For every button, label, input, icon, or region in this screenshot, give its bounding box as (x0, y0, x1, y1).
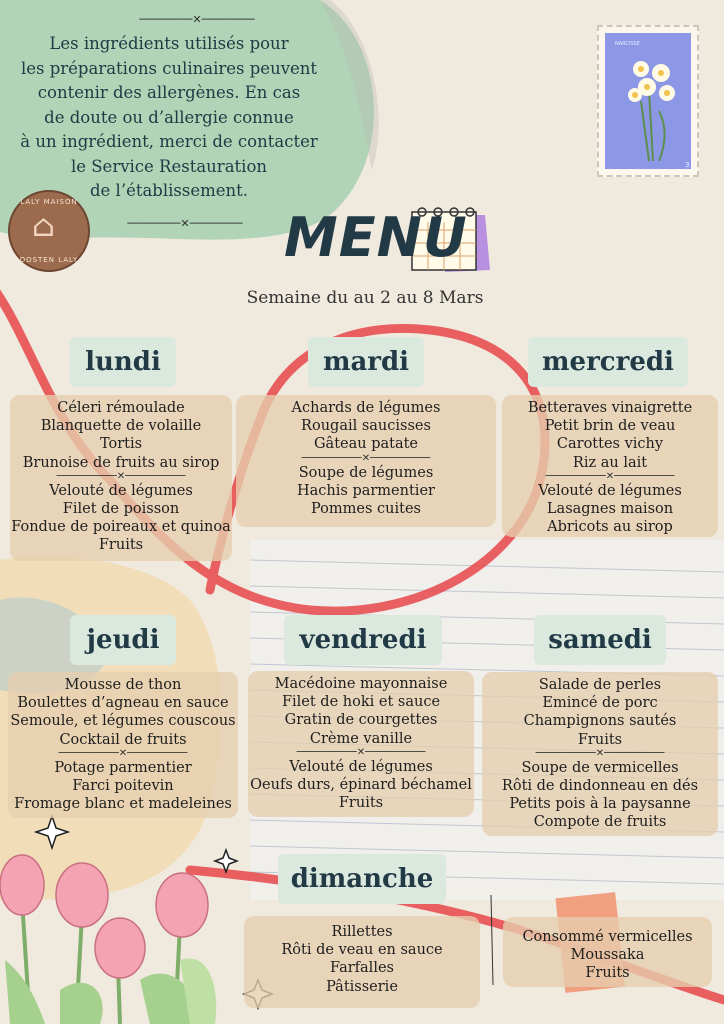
logo-bottom-text: DOSTEN LALY (19, 256, 79, 264)
lunch-dish: Céleri rémoulade (57, 400, 185, 416)
notice-line: le Service Restauration (70, 156, 268, 176)
lunch-dish: Cocktail de fruits (59, 731, 187, 748)
stamp-number: 3 (685, 161, 690, 169)
dinner-dish: Filet de poisson (62, 501, 180, 518)
stamp-label: NARCISSE (615, 41, 640, 47)
dinner-dish: Rôti de dindonneau en dés (501, 778, 699, 795)
notice-line: Les ingrédients utilisés pour (49, 34, 289, 53)
dinner-dish: Fondue de poireaux et quinoa (11, 519, 231, 536)
dinner-dish: Fruits (338, 795, 384, 812)
meal-separator: ──────────✕────────── (56, 470, 186, 482)
establishment-logo (8, 190, 90, 272)
menu-title: MENU (284, 206, 468, 269)
dinner-dish: Potage parmentier (54, 759, 192, 776)
lunch-dish: Gratin de courgettes (284, 712, 438, 729)
menu-card-dimanche-lunch (244, 916, 480, 1008)
narcissus-flower-icon (619, 51, 679, 161)
ornament-divider: ────────✕──────── (139, 13, 255, 26)
lunch-dish: Rougail saucisses (301, 418, 431, 435)
meal-separator: ──────────✕────────── (58, 747, 188, 759)
lunch-dish: Crème vanille (309, 730, 413, 747)
week-subtitle: Semaine du au 2 au 8 Mars (246, 288, 484, 308)
lunch-dish: Boulettes d’agneau en sauce (17, 695, 229, 712)
menu-card-mercredi (502, 395, 718, 537)
dinner-dish: Compote de fruits (533, 814, 667, 831)
lunch-dish: Riz au lait (572, 454, 648, 471)
lunch-dish: Fruits (577, 731, 623, 748)
notice-line: contenir des allergènes. En cas (37, 83, 301, 102)
dinner-dish: Hachis parmentier (297, 482, 435, 499)
meal-separator: ──────────✕────────── (545, 470, 675, 482)
lunch-dish: Tortis (99, 436, 143, 453)
logo-top-text: LALY MAISON (20, 198, 78, 206)
day-label-lundi: lundi (70, 337, 176, 387)
lunch-dish: Petit brin de veau (544, 418, 676, 435)
dinner-dish: Pommes cuites (311, 501, 421, 518)
notice-line: à un ingrédient, merci de contacter (20, 132, 318, 151)
narcissus-stamp (597, 25, 699, 177)
menu-card-mardi (236, 395, 496, 527)
house-heart-icon: ⌂ (32, 209, 55, 244)
lunch-dish: Macédoine mayonnaise (274, 676, 448, 692)
dinner-dish: Velouté de légumes (538, 482, 682, 499)
menu-card-vendredi (248, 671, 474, 817)
dinner-dish: Fruits (585, 965, 630, 982)
day-label-mercredi: mercredi (528, 337, 688, 387)
lunch-dish: Farfalles (330, 960, 394, 977)
lunch-dish: Champignons sautés (523, 713, 677, 730)
lunch-dish: Salade de perles (538, 677, 662, 693)
menu-card-lundi (10, 395, 232, 561)
dinner-dish: Velouté de légumes (49, 482, 193, 499)
lunch-dish: Blanquette de volaille (40, 418, 202, 435)
lunch-dish: Betteraves vinaigrette (527, 400, 693, 416)
dinner-dish: Lasagnes maison (546, 501, 674, 518)
allergen-notice (10, 32, 328, 204)
menu-card-dimanche-dinner (503, 917, 712, 987)
lunch-dish: Semoule, et légumes couscous (10, 713, 236, 730)
notice-line: les préparations culinaires peuvent (20, 58, 318, 78)
menu-card-samedi (482, 672, 718, 836)
dinner-dish: Fromage blanc et madeleines (14, 796, 232, 813)
lunch-dish: Emincé de porc (542, 695, 658, 712)
lunch-dish: Pâtisserie (326, 978, 398, 995)
dinner-dish: Oeufs durs, épinard béchamel (250, 777, 472, 794)
dinner-dish: Moussaka (570, 947, 645, 964)
dinner-dish: Soupe de légumes (298, 464, 434, 481)
lunch-dish: Achards de légumes (291, 400, 441, 416)
lunch-dish: Brunoise de fruits au sirop (22, 454, 220, 471)
day-label-vendredi: vendredi (284, 615, 442, 665)
day-label-dimanche: dimanche (278, 854, 446, 904)
dinner-dish: Consommé vermicelles (522, 929, 693, 945)
ornament-divider: ────────✕──────── (127, 217, 243, 230)
day-label-samedi: samedi (534, 615, 666, 665)
meal-separator: ──────────✕────────── (301, 452, 431, 464)
lunch-dish: Rillettes (331, 924, 393, 940)
dinner-dish: Fruits (98, 537, 144, 554)
lunch-dish: Mousse de thon (64, 677, 182, 693)
dinner-dish: Abricots au sirop (547, 519, 673, 536)
menu-card-jeudi (8, 672, 238, 818)
dinner-dish: Farci poitevin (72, 778, 174, 795)
lunch-dish: Carottes vichy (556, 436, 664, 453)
dinner-dish: Petits pois à la paysanne (509, 796, 691, 813)
lunch-dish: Rôti de veau en sauce (281, 942, 443, 959)
lunch-dish: Gâteau patate (313, 436, 419, 453)
notice-line: de doute ou d’allergie connue (44, 107, 294, 127)
meal-separator: ──────────✕────────── (535, 747, 665, 759)
meal-separator: ──────────✕────────── (296, 746, 426, 758)
lunch-dish: Filet de hoki et sauce (281, 694, 441, 711)
dinner-dish: Soupe de vermicelles (521, 759, 679, 776)
dinner-dish: Velouté de légumes (289, 758, 433, 775)
day-label-jeudi: jeudi (70, 615, 176, 665)
day-label-mardi: mardi (308, 337, 424, 387)
notice-line: de l’établissement. (89, 181, 249, 200)
